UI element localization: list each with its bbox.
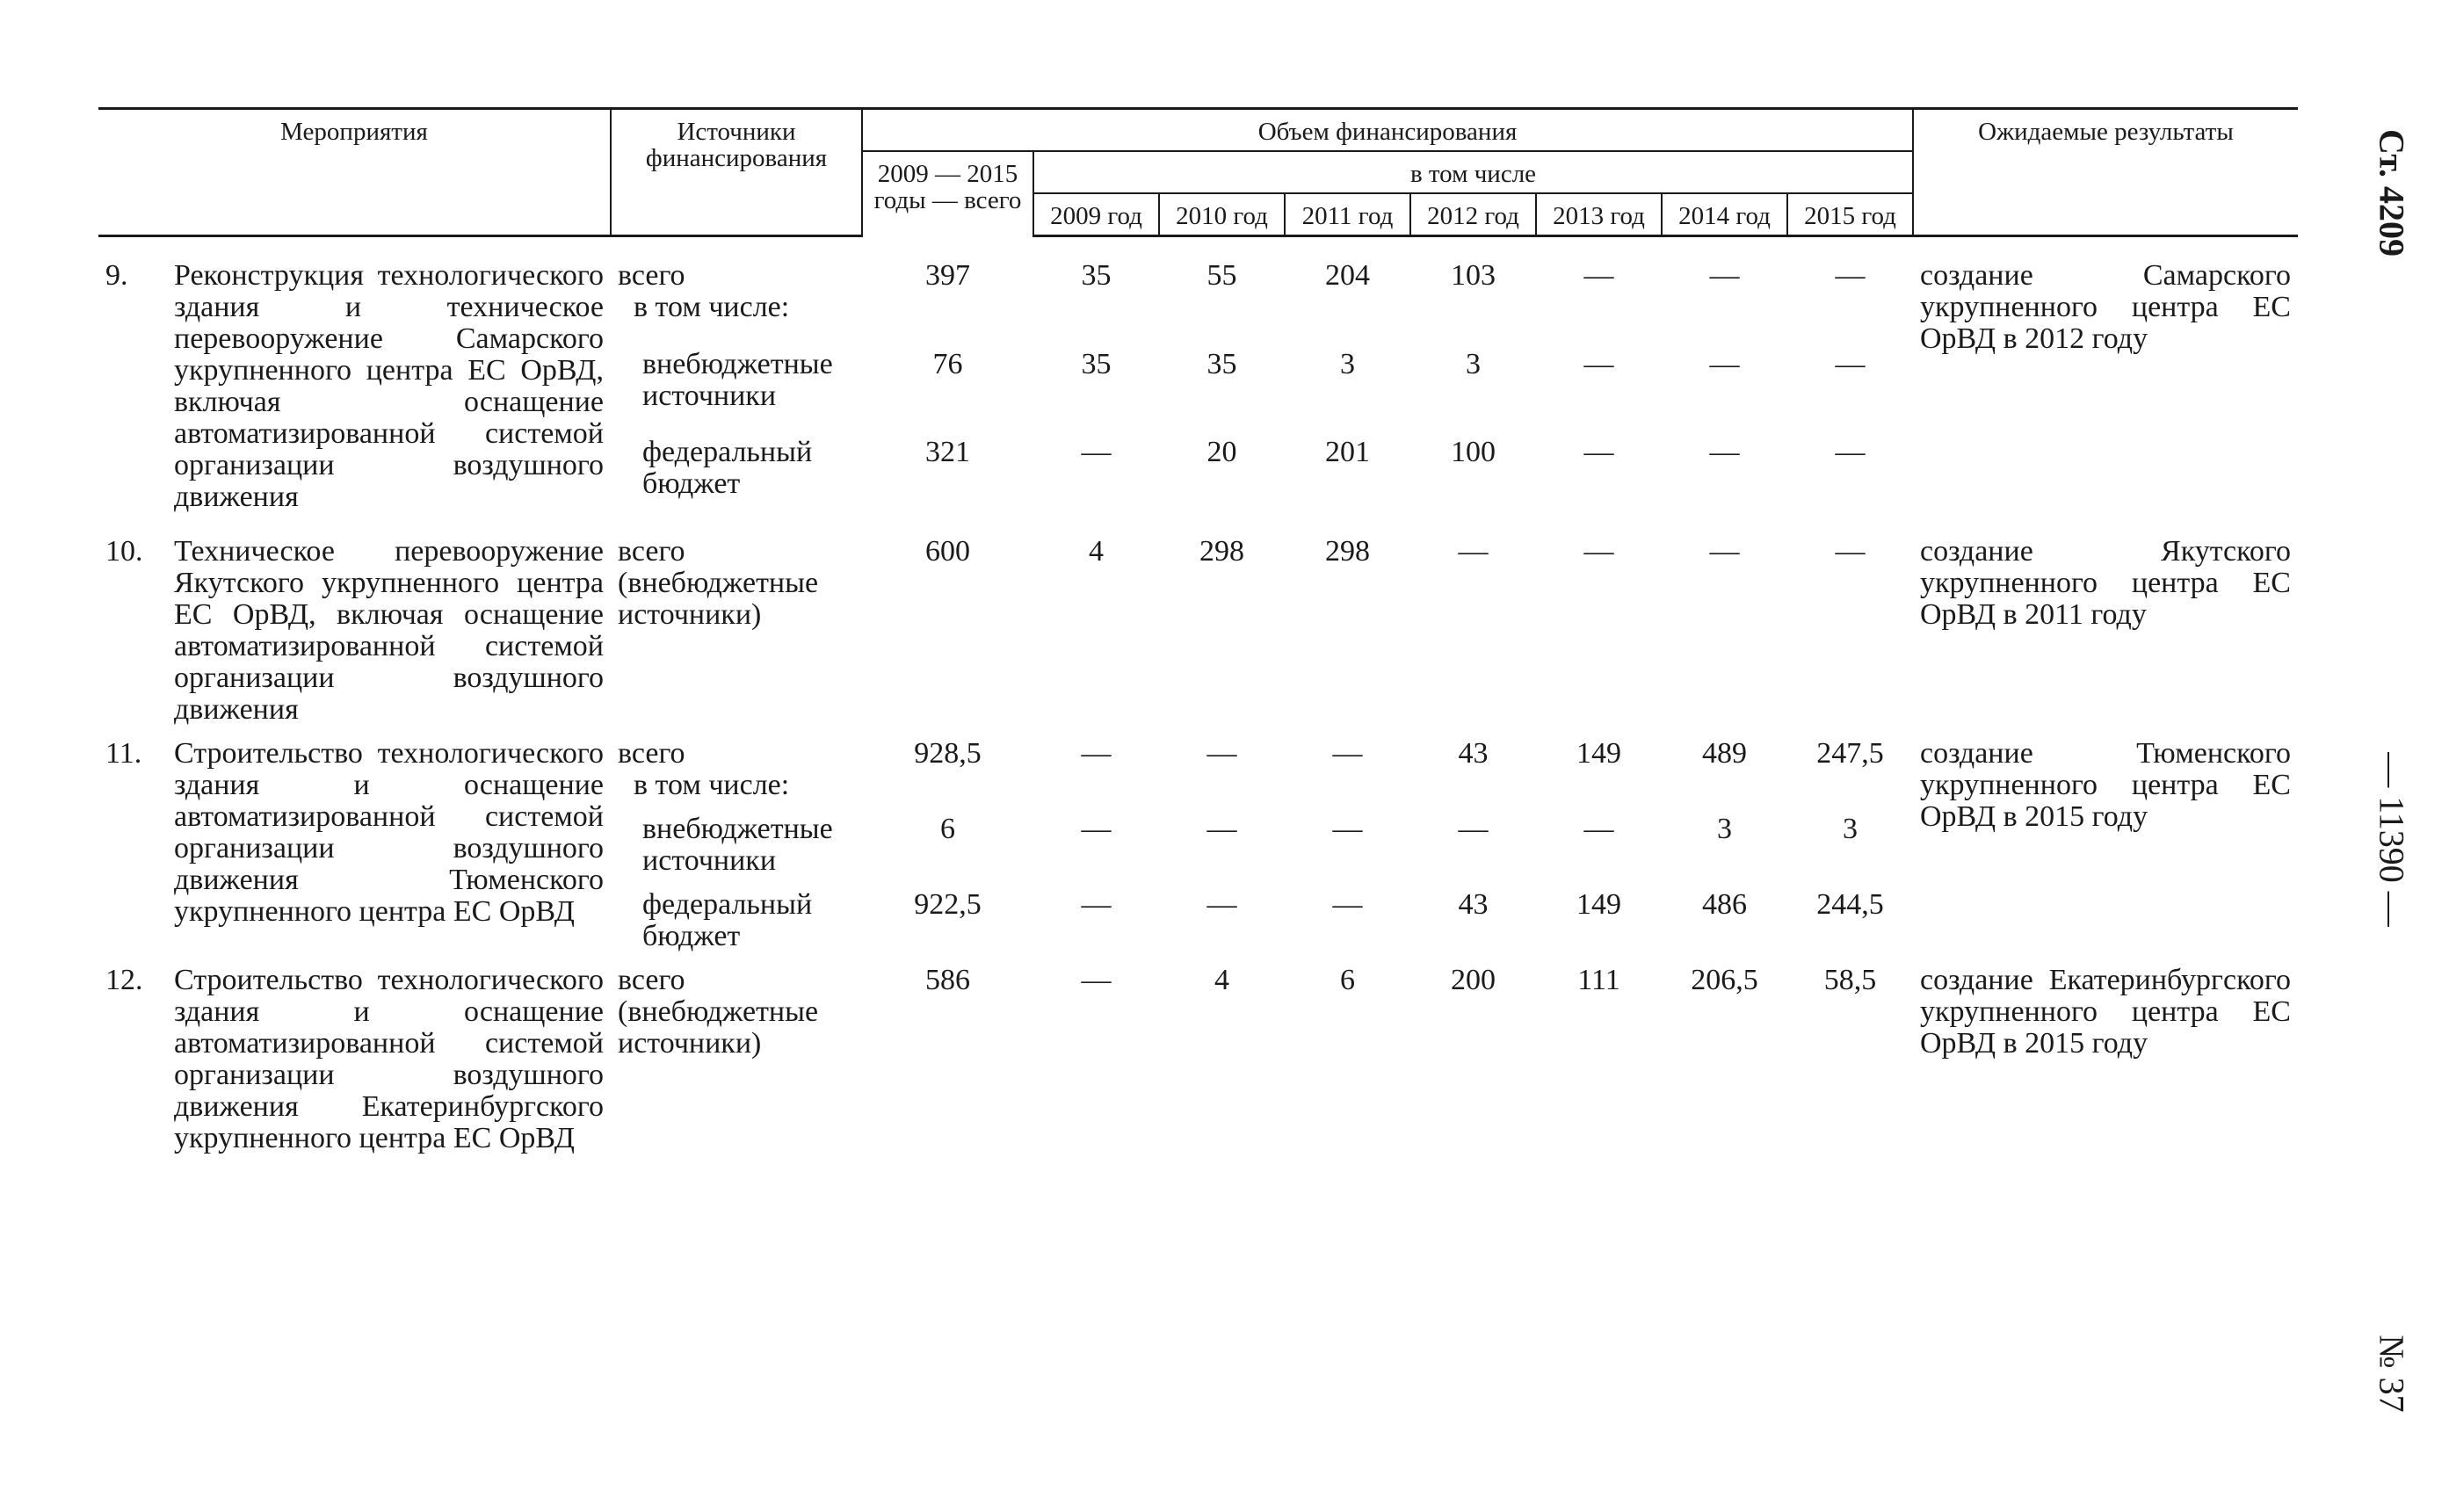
activity-cell [98, 260, 611, 513]
value-2015: — [1835, 259, 1866, 292]
page-number: — 11390 — [2372, 752, 2412, 927]
value-2009: 4 [1089, 535, 1104, 568]
table-row [98, 260, 2298, 336]
activity-cell [98, 965, 611, 1154]
value-2011: 201 [1325, 436, 1370, 469]
value-total: 922,5 [914, 888, 982, 921]
value-2014: 486 [1702, 888, 1747, 921]
value-2010: 298 [1199, 535, 1244, 568]
header-activities: Мероприятия [98, 109, 611, 236]
activity-text: Строительство технологического здания и оснащение автоматизированной системой организации воздушного движения Екатеринбургского укрупненного центра ЕС ОрВД [174, 964, 604, 1154]
value-2015: 3 [1843, 813, 1858, 845]
source-label [611, 260, 862, 336]
value-2009: — [1081, 888, 1112, 921]
value-2013: 149 [1576, 737, 1621, 770]
value-total: 76 [932, 347, 963, 380]
header-total-period: 2009 — 2015 годы — всего [862, 151, 1033, 236]
activity-number: 9. [105, 259, 128, 292]
activity-text: Техническое перевооружение Якутского укрупненного центра ЕС ОрВД, включая оснащение автоматизированной системой организации воздушного движения [174, 535, 604, 726]
value-2010: — [1206, 737, 1237, 770]
header-volume: Объем финансирования [862, 109, 1913, 152]
table-row [98, 965, 2298, 1154]
value-2011: — [1332, 888, 1363, 921]
value-2009: — [1081, 436, 1112, 469]
header-year-2015: 2015 год [1787, 193, 1913, 236]
activity-cell [98, 738, 611, 952]
value-2013: — [1583, 347, 1614, 380]
header-year-2011: 2011 год [1285, 193, 1410, 236]
value-2015: 58,5 [1823, 964, 1877, 996]
header-sources: Источники финансирования [611, 109, 862, 236]
value-total: 397 [925, 259, 970, 292]
value-2012: 43 [1458, 737, 1489, 770]
value-2010: 20 [1206, 436, 1237, 469]
value-2015: 247,5 [1816, 737, 1884, 770]
source-label: всего (внебюджетные источники) [618, 535, 819, 631]
header-year-2014: 2014 год [1662, 193, 1787, 236]
value-2015: — [1835, 347, 1866, 380]
source-label: внебюджетные источники [642, 347, 833, 412]
value-2014: 206,5 [1691, 964, 1758, 996]
value-2010: — [1206, 888, 1237, 921]
header-expected-results: Ожидаемые результаты [1913, 109, 2298, 236]
activity-text: Строительство технологического здания и оснащение автоматизированной системой организации воздушного движения Тюменского укрупненного центра ЕС ОрВД [174, 737, 604, 928]
value-2014: — [1709, 535, 1740, 568]
value-2015: — [1835, 535, 1866, 568]
value-2010: 55 [1206, 259, 1237, 292]
value-2011: 6 [1340, 964, 1355, 996]
expected-result: создание Екатеринбургского укрупненного центра ЕС ОрВД в 2015 году [1920, 964, 2291, 1060]
value-2009: — [1081, 813, 1112, 845]
value-2013: — [1583, 436, 1614, 469]
value-2014: 489 [1702, 737, 1747, 770]
value-2014: 3 [1717, 813, 1732, 845]
source-including-label: в том числе: [634, 769, 790, 801]
value-2010: 35 [1206, 347, 1237, 380]
activity-number: 12. [105, 964, 143, 996]
value-2013: 149 [1576, 888, 1621, 921]
value-2009: — [1081, 964, 1112, 996]
financing-table [98, 107, 2298, 1154]
value-2014: — [1709, 436, 1740, 469]
activity-number: 10. [105, 535, 143, 568]
value-2011: 3 [1340, 347, 1355, 380]
source-label: федеральный бюджет [642, 888, 813, 952]
value-2011: 298 [1325, 535, 1370, 568]
value-total: 321 [925, 436, 970, 469]
value-2010: 4 [1214, 964, 1229, 996]
table-row [98, 738, 2298, 801]
value-2012: 200 [1451, 964, 1496, 996]
header-year-2009: 2009 год [1033, 193, 1159, 236]
issue-number: № 37 [2372, 1335, 2412, 1413]
value-2013: — [1583, 813, 1614, 845]
value-2011: — [1332, 737, 1363, 770]
source-including-label: в том числе: [634, 291, 790, 323]
source-label: всего (внебюджетные источники) [618, 964, 819, 1060]
table-row [98, 536, 2298, 726]
header-year-2013: 2013 год [1536, 193, 1662, 236]
source-label: федеральный бюджет [642, 436, 813, 501]
source-label [611, 738, 862, 801]
value-total: 928,5 [914, 737, 982, 770]
value-2015: 244,5 [1816, 888, 1884, 921]
source-label: внебюджетные источники [642, 813, 833, 877]
header-year-2012: 2012 год [1410, 193, 1536, 236]
expected-result: создание Якутского укрупненного центра ЕС ОрВД в 2011 году [1920, 535, 2291, 631]
value-2013: — [1583, 535, 1614, 568]
activity-cell [98, 536, 611, 726]
value-2014: — [1709, 347, 1740, 380]
value-2011: — [1332, 813, 1363, 845]
value-2009: 35 [1081, 259, 1112, 292]
value-total: 600 [925, 535, 970, 568]
value-2013: — [1583, 259, 1614, 292]
article-number: Ст. 4209 [2372, 129, 2412, 257]
value-2009: 35 [1081, 347, 1112, 380]
value-2012: 43 [1458, 888, 1489, 921]
value-total: 586 [925, 964, 970, 996]
value-2014: — [1709, 259, 1740, 292]
value-total: 6 [940, 813, 955, 845]
value-2012: — [1458, 535, 1489, 568]
source-total-label: всего [618, 737, 685, 770]
value-2015: — [1835, 436, 1866, 469]
value-2012: 3 [1466, 347, 1481, 380]
expected-result: создание Тюменского укрупненного центра ЕС ОрВД в 2015 году [1920, 737, 2291, 833]
header-including: в том числе [1033, 151, 1913, 193]
value-2009: — [1081, 737, 1112, 770]
activity-text: Реконструкция технологического здания и техническое перевооружение Самарского укрупненного центра ЕС ОрВД, включая оснащение автоматизированной системой организации воздушного движения [174, 259, 604, 513]
value-2013: 111 [1577, 964, 1620, 996]
value-2010: — [1206, 813, 1237, 845]
value-2012: 103 [1451, 259, 1496, 292]
source-total-label: всего [618, 259, 685, 292]
value-2012: 100 [1451, 436, 1496, 469]
value-2012: — [1458, 813, 1489, 845]
activity-number: 11. [105, 737, 142, 770]
header-year-2010: 2010 год [1159, 193, 1285, 236]
value-2011: 204 [1325, 259, 1370, 292]
expected-result: создание Самарского укрупненного центра ЕС ОрВД в 2012 году [1920, 259, 2291, 355]
